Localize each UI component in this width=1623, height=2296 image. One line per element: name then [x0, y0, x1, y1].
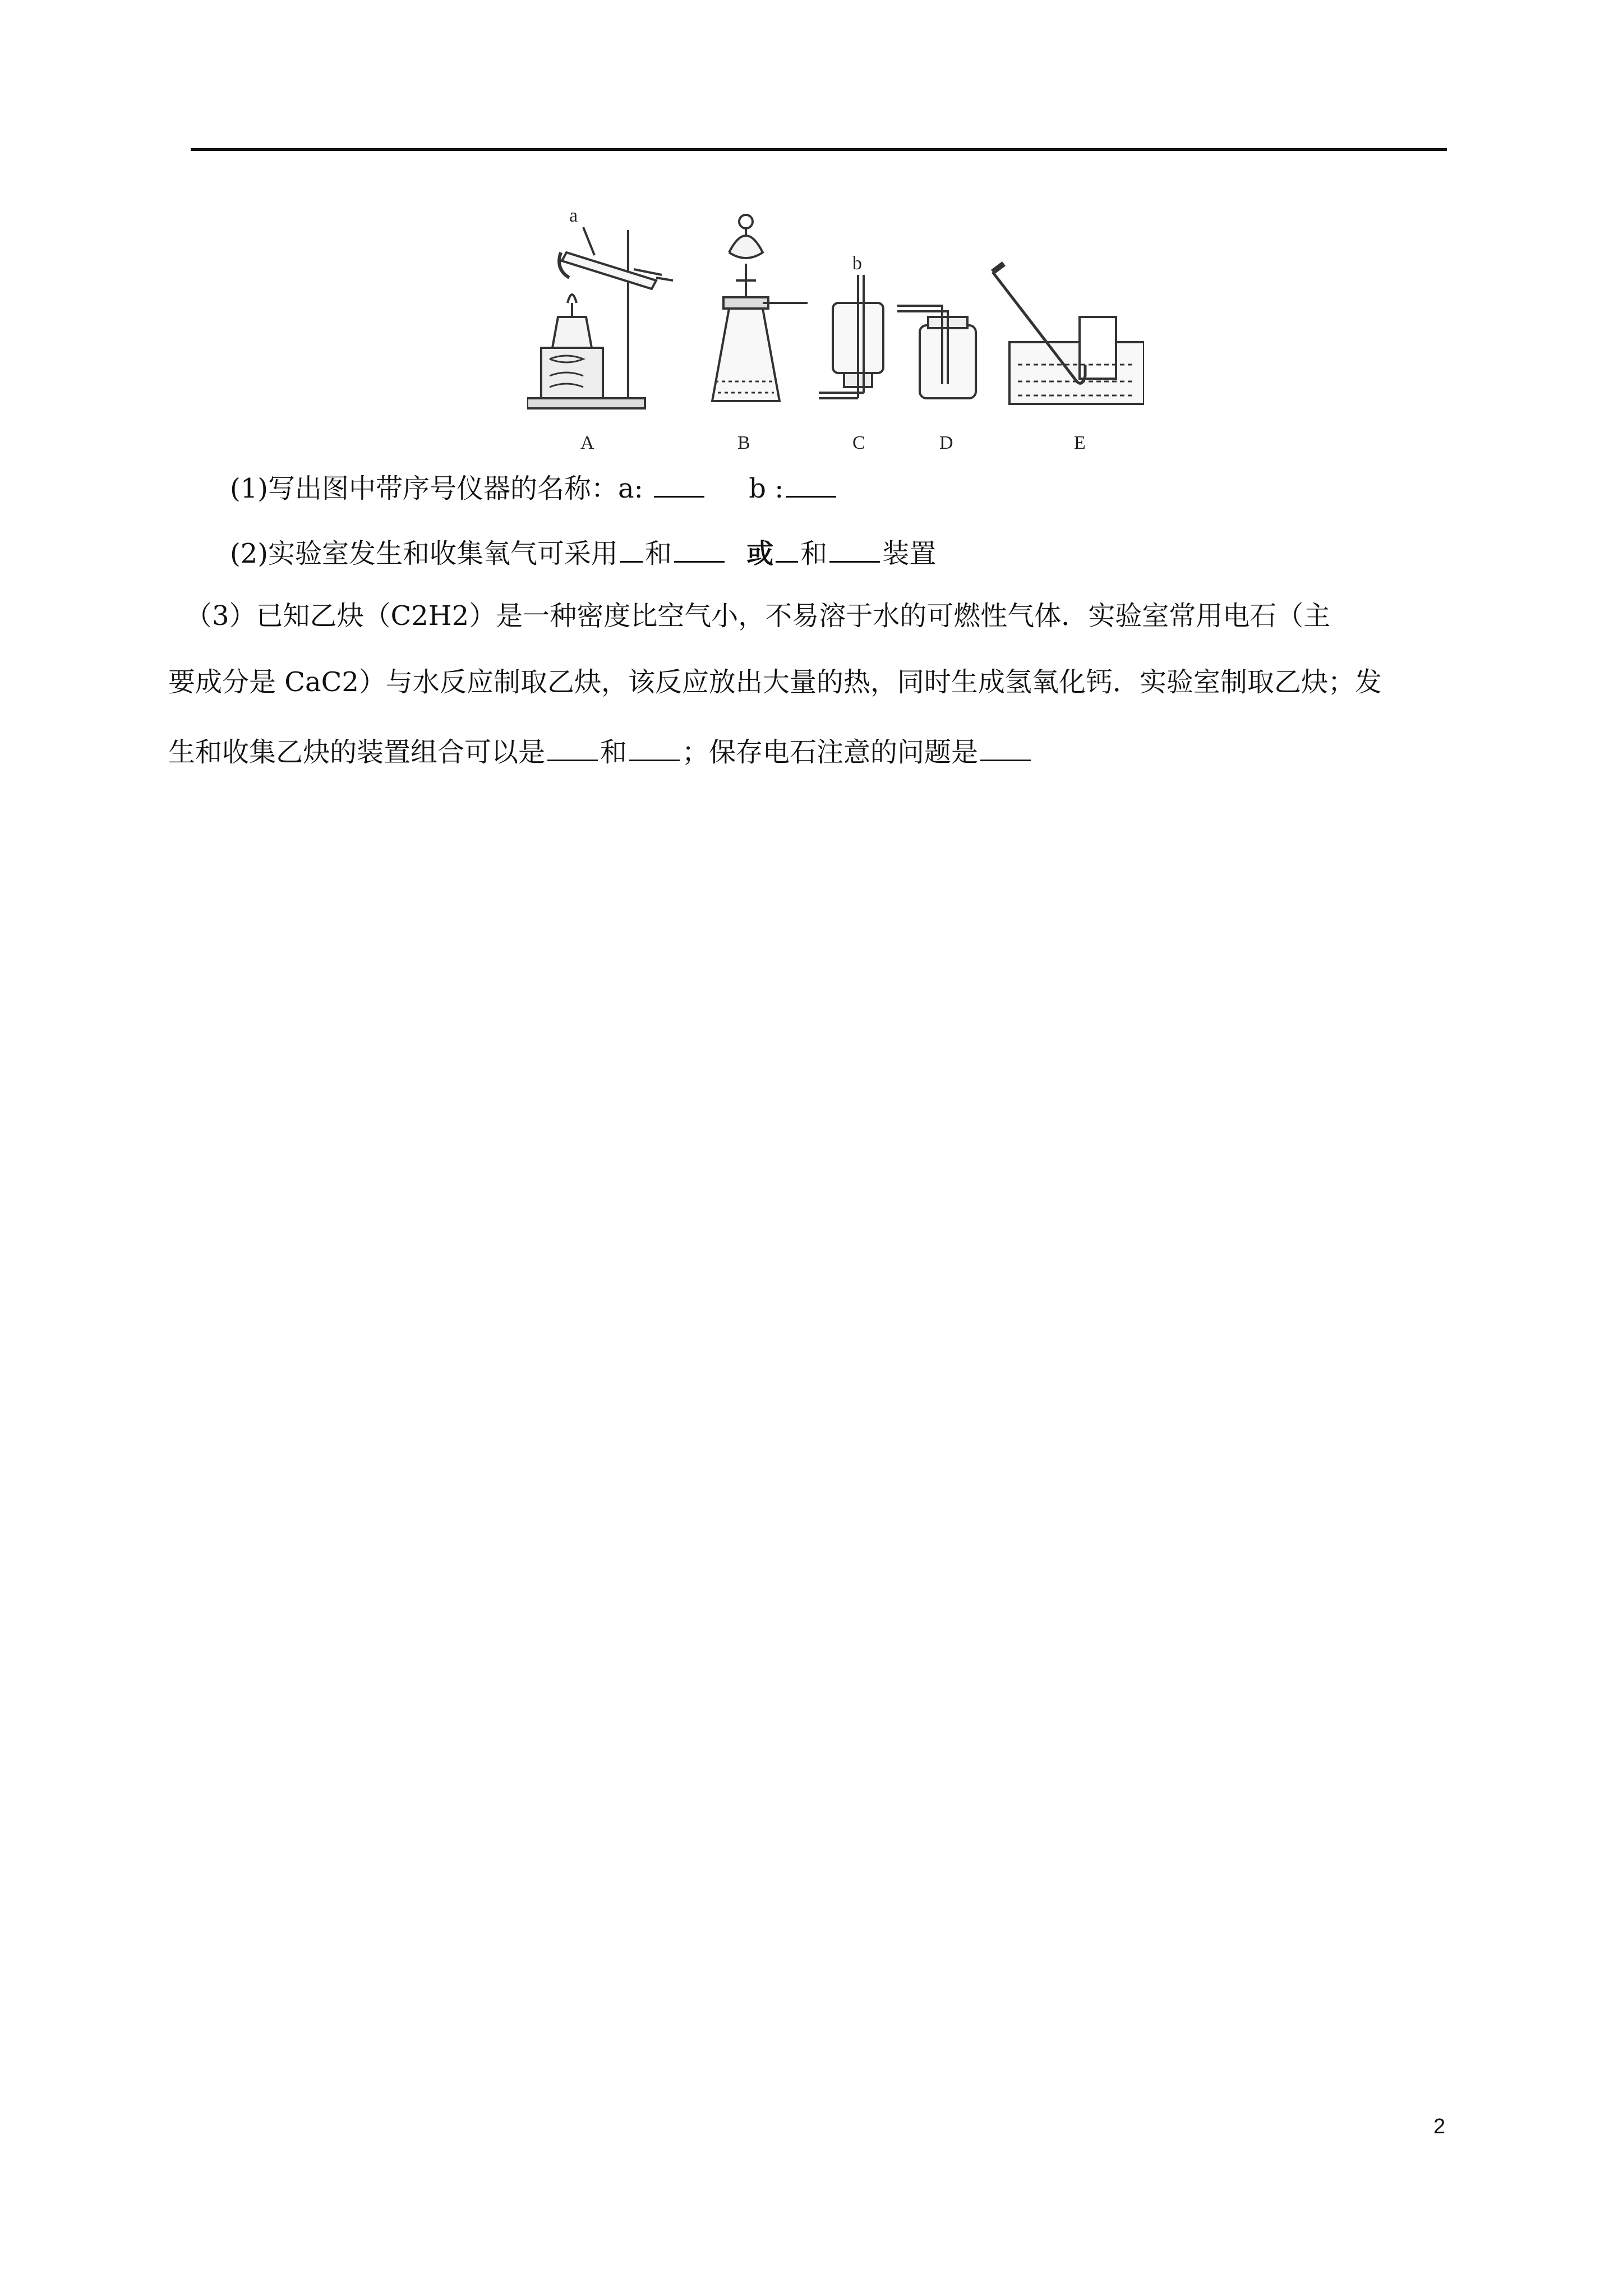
question-3-line-3 [168, 735, 1033, 766]
question-2-or: 或 [746, 538, 774, 569]
label-c-app: C [852, 432, 865, 453]
question-3-prefix: 生和收集乙炔的装置组合可以是 [168, 737, 546, 768]
blank-q2-1[interactable] [620, 536, 643, 563]
label-b-app: B [737, 432, 750, 453]
question-1 [230, 471, 838, 502]
label-instrument-a: a [569, 205, 578, 226]
blank-a[interactable] [654, 471, 704, 498]
label-instrument-b: b [852, 253, 862, 274]
question-3-line-2: 要成分是 CaC2）与水反应制取乙炔，该反应放出大量的热，同时生成氢氧化钙．实验室制取乙炔；发 [168, 666, 1382, 698]
page-number: 2 [1433, 2115, 1446, 2138]
question-3-and: 和 [600, 737, 628, 768]
blank-q3-2[interactable] [629, 735, 680, 761]
blank-b[interactable] [786, 471, 836, 498]
apparatus-d [897, 306, 976, 398]
apparatus-e [993, 264, 1144, 404]
blank-q3-1[interactable] [547, 735, 598, 761]
blank-q2-2[interactable] [674, 536, 725, 563]
blank-q2-4[interactable] [829, 536, 880, 563]
question-2 [230, 536, 936, 567]
apparatus-c [819, 275, 883, 398]
question-1-text: (1)写出图中带序号仪器的名称：a: [230, 473, 652, 504]
lab-apparatus-figure [527, 196, 1144, 460]
blank-q3-3[interactable] [980, 735, 1031, 761]
label-d-app: D [939, 432, 953, 453]
label-a-app: A [580, 432, 594, 453]
question-2-prefix: (2)实验室发生和收集氧气可采用 [230, 538, 618, 569]
header-rule [191, 148, 1447, 151]
apparatus-a [527, 227, 673, 408]
question-2-suffix: 装置 [882, 538, 937, 569]
question-2-and2: 和 [800, 538, 828, 569]
apparatus-diagram [527, 196, 1144, 460]
label-e-app: E [1074, 432, 1086, 453]
question-3-mid: ；保存电石注意的问题是 [682, 737, 979, 768]
question-2-and1: 和 [645, 538, 672, 569]
question-3-line-1: （3）已知乙炔（C2H2）是一种密度比空气小，不易溶于水的可燃性气体．实验室常用电石（主 [185, 600, 1331, 632]
blank-q2-3[interactable] [776, 536, 798, 563]
question-1-b-label: b : [740, 473, 784, 504]
apparatus-b [712, 215, 808, 401]
